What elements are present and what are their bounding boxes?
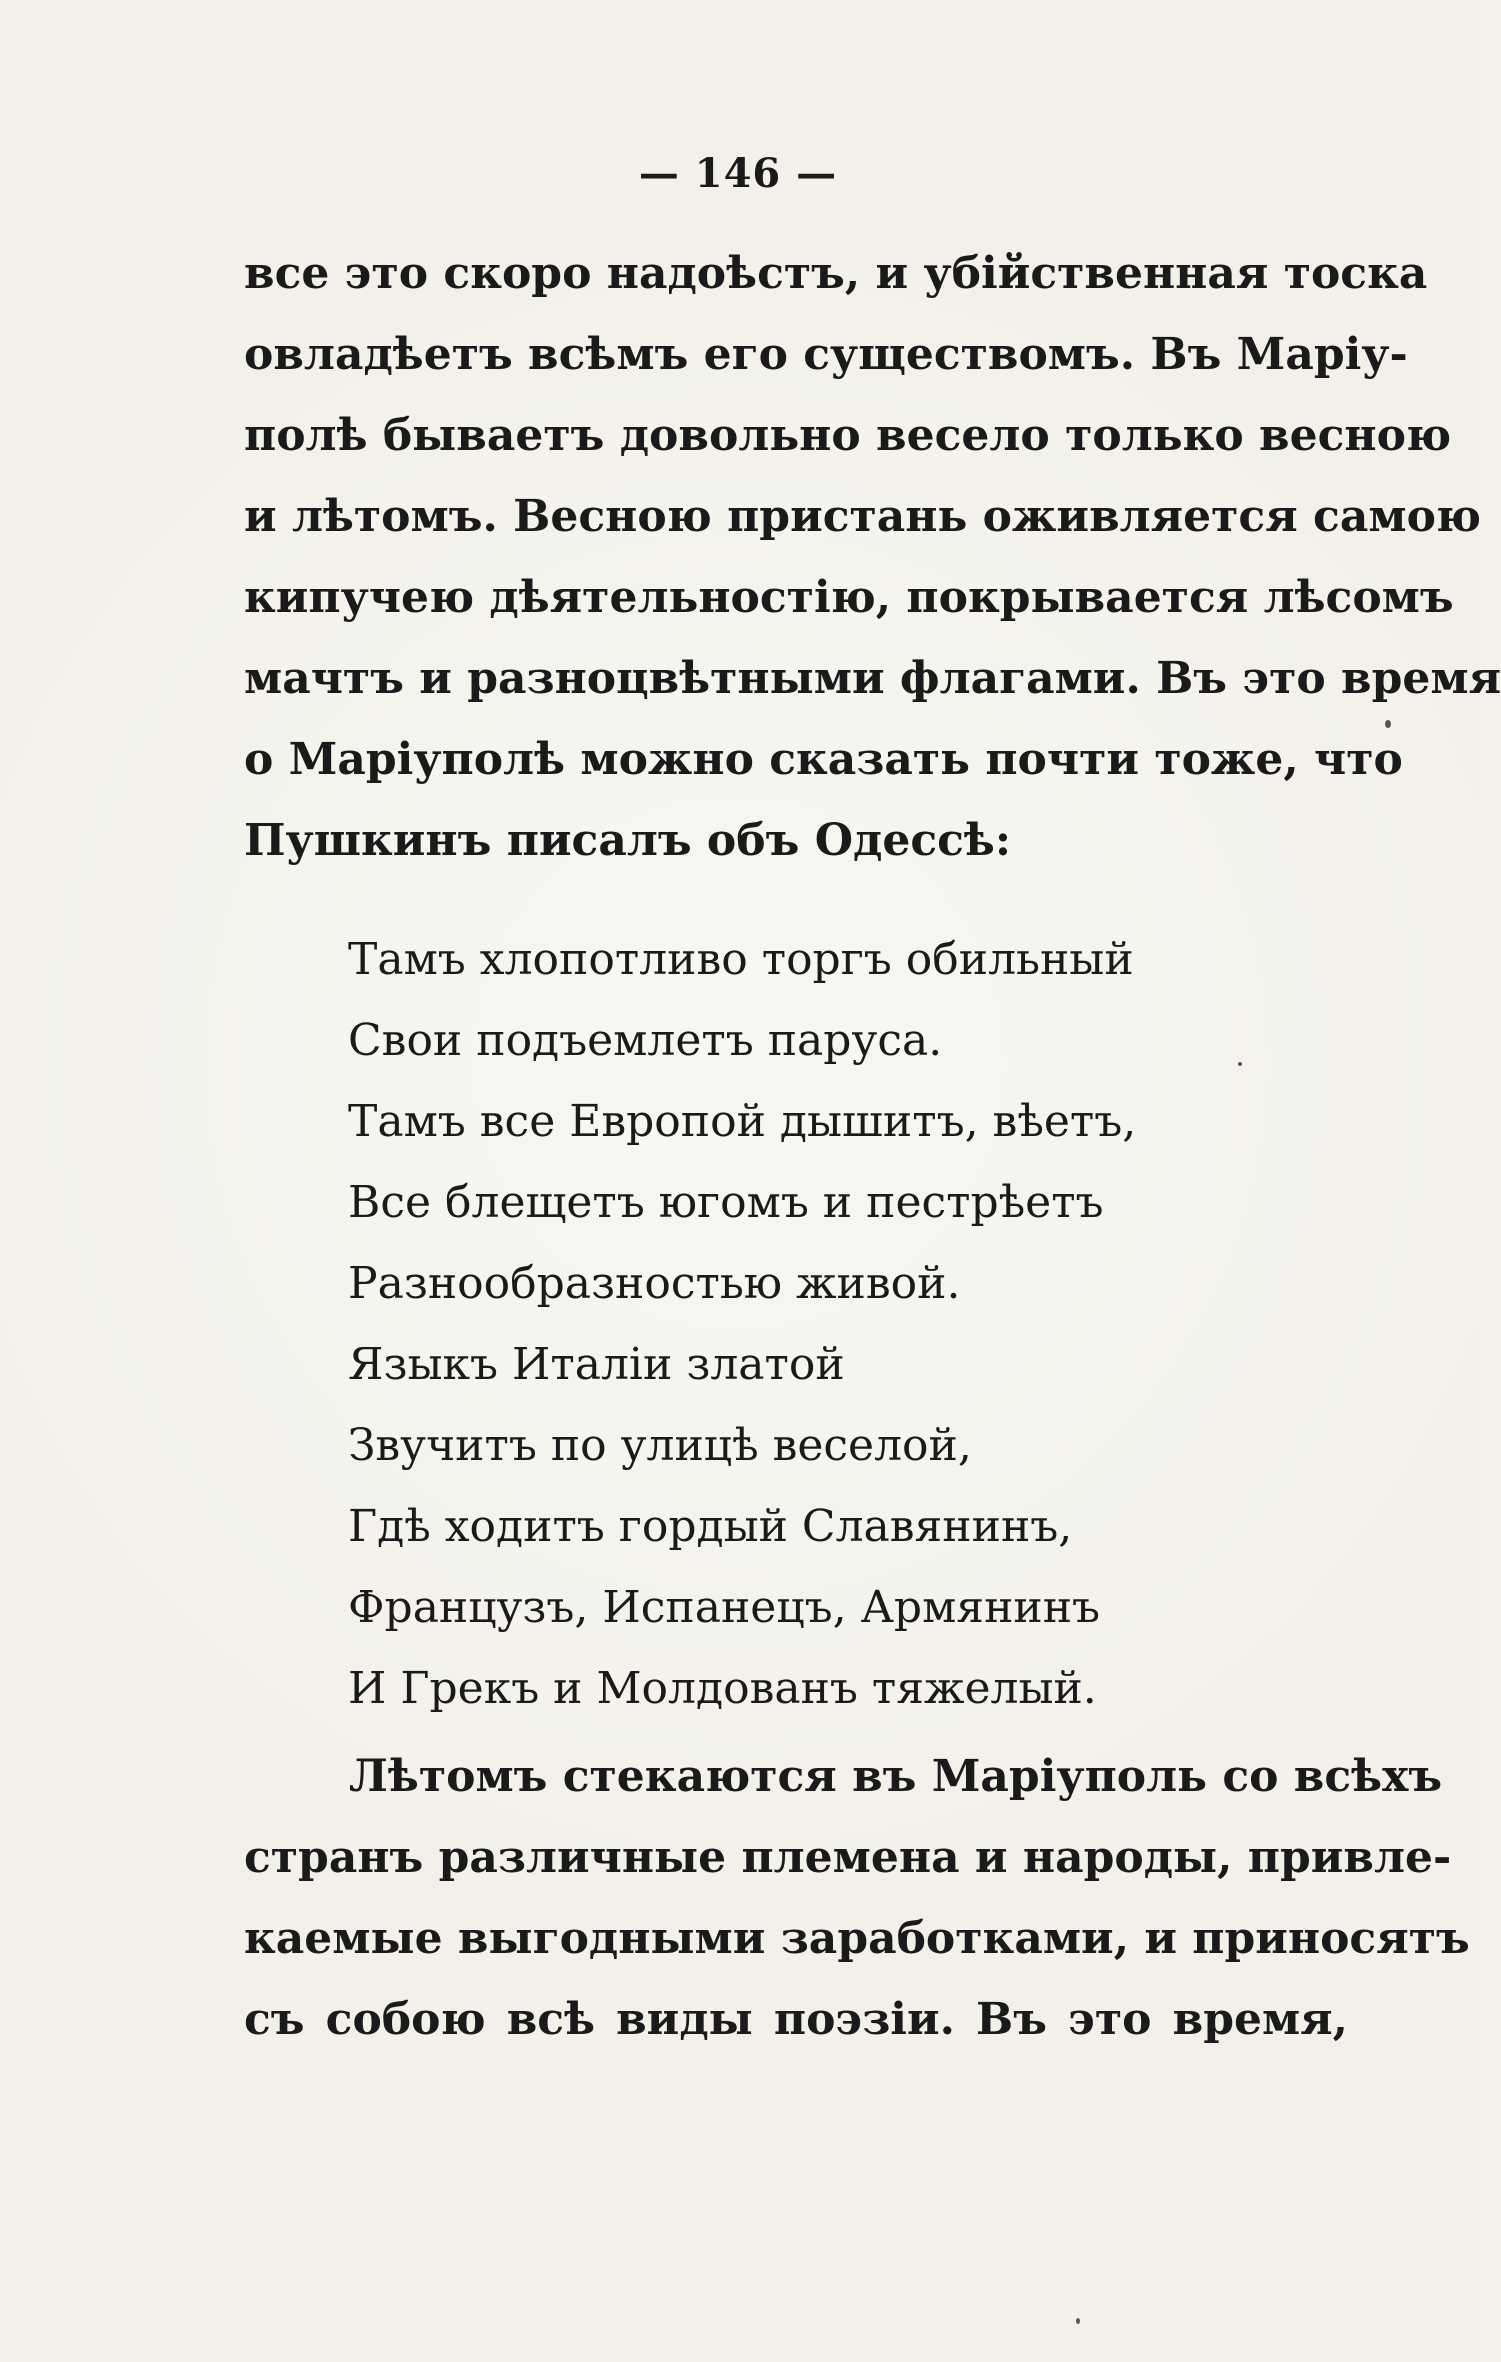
page-number: — 146 — bbox=[638, 150, 838, 197]
text-line: о Маріуполѣ можно сказать почти тоже, что bbox=[244, 734, 1403, 785]
text-line: овладѣетъ всѣмъ его существомъ. Въ Маріу- bbox=[244, 329, 1408, 380]
poem-quote bbox=[348, 919, 1136, 1729]
poem-line: Звучитъ по улицѣ веселой, bbox=[348, 1420, 972, 1471]
ink-speck bbox=[1238, 1062, 1242, 1066]
text-line: все это скоро надоѣстъ, и убійственная тоска bbox=[244, 248, 1428, 299]
poem-line: Французъ, Испанецъ, Армянинъ bbox=[348, 1582, 1101, 1633]
poem-line: Разнообразностью живой. bbox=[348, 1258, 961, 1309]
ink-speck bbox=[1385, 720, 1391, 728]
paragraph-2 bbox=[244, 1736, 1470, 2060]
text-line: мачтъ и разноцвѣтными флагами. Въ это время bbox=[244, 653, 1501, 704]
text-line: полѣ бываетъ довольно весело только весною bbox=[244, 410, 1452, 461]
text-line: и лѣтомъ. Весною пристань оживляется самою bbox=[244, 491, 1482, 542]
text-line: странъ различные племена и народы, привле- bbox=[244, 1832, 1452, 1883]
poem-line: Языкъ Италіи златой bbox=[348, 1339, 845, 1390]
poem-line: Тамъ хлопотливо торгъ обильный bbox=[348, 934, 1134, 985]
poem-line: И Грекъ и Молдованъ тяжелый. bbox=[348, 1663, 1097, 1714]
text-line: каемые выгодными заработками, и приносятъ bbox=[244, 1913, 1470, 1964]
text-line: кипучею дѣятельностію, покрывается лѣсомъ bbox=[244, 572, 1454, 623]
paragraph-1 bbox=[244, 233, 1501, 881]
poem-line: Свои подъемлетъ паруса. bbox=[348, 1015, 943, 1066]
poem-line: Гдѣ ходитъ гордый Славянинъ, bbox=[348, 1501, 1073, 1552]
text-line: Пушкинъ писалъ объ Одессѣ: bbox=[244, 815, 1012, 866]
text-line: съ собою всѣ виды поэзіи. Въ это время, bbox=[244, 1994, 1348, 2045]
poem-line: Тамъ все Европой дышитъ, вѣетъ, bbox=[348, 1096, 1137, 1147]
ink-speck bbox=[1076, 2318, 1080, 2324]
poem-line: Все блещетъ югомъ и пестрѣетъ bbox=[348, 1177, 1104, 1228]
text-line: Лѣтомъ стекаются въ Маріуполь со всѣхъ bbox=[349, 1751, 1443, 1802]
